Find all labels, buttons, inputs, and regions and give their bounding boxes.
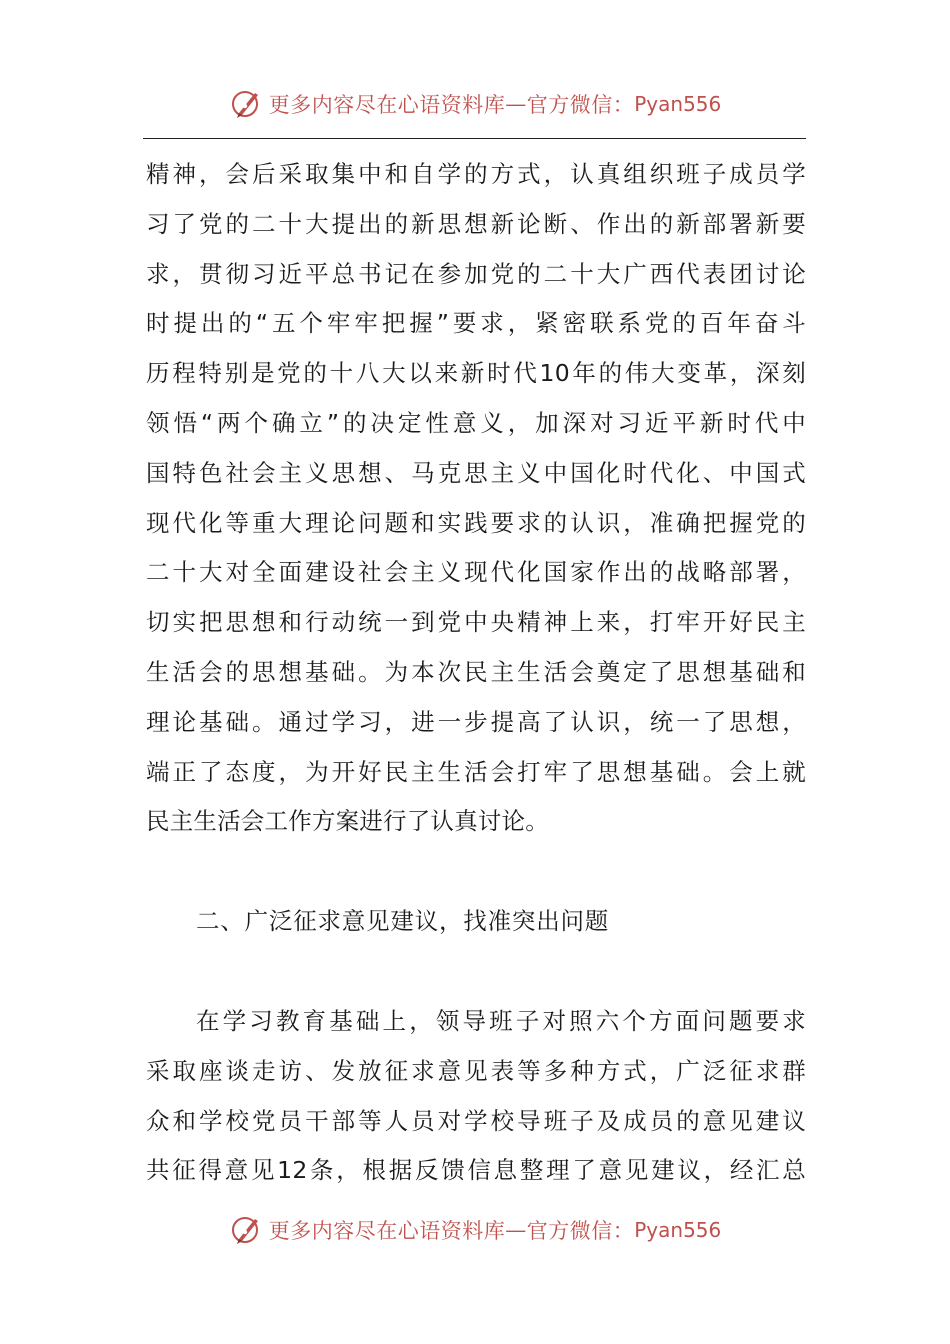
document-body: [146, 150, 806, 1196]
paragraph-spacer: [146, 947, 806, 997]
text-line: 理论基础。通过学习，进一步提高了认识，统一了思想，: [146, 707, 806, 736]
text-line: 求，贯彻习近平总书记在参加党的二十大广西代表团讨论: [146, 259, 806, 288]
header-banner: [0, 84, 950, 124]
header-brand-text: 更多内容尽在心语资料库: [268, 93, 506, 117]
header-dash: —: [505, 92, 527, 116]
text-line: 现代化等重大理论问题和实践要求的认识，准确把握党的: [146, 508, 806, 537]
paragraph-2: [146, 997, 806, 1196]
text-line: 民主生活会工作方案进行了认真讨论。: [146, 807, 549, 836]
footer-dash: —: [505, 1218, 527, 1242]
paragraph-1: [146, 150, 806, 847]
text-line: 在学习教育基础上，领导班子对照六个方面问题要求: [196, 1006, 806, 1035]
text-line: 共征得意见12条，根据反馈信息整理了意见建议，经汇总: [146, 1156, 806, 1185]
footer-wechat-label: 官方微信：: [526, 1219, 635, 1243]
footer-banner: [0, 1210, 950, 1250]
pen-circle-logo-icon: [229, 1213, 265, 1247]
header-divider: [143, 138, 806, 139]
text-line: 众和学校党员干部等人员对学校导班子及成员的意见建议: [146, 1106, 806, 1135]
text-line: 习了党的二十大提出的新思想新论断、作出的新部署新要: [146, 209, 806, 238]
text-line: 切实把思想和行动统一到党中央精神上来，打牢开好民主: [146, 608, 806, 637]
paragraph-spacer: [146, 847, 806, 897]
footer-wechat-id: Pyan556: [634, 1218, 722, 1242]
text-line: 国特色社会主义思想、马克思主义中国化时代化、中国式: [146, 458, 806, 487]
text-line: 时提出的“五个牢牢把握”要求，紧密联系党的百年奋斗: [146, 309, 806, 338]
pen-circle-logo-icon: [229, 87, 265, 121]
footer-brand-text: 更多内容尽在心语资料库: [268, 1219, 506, 1243]
header-wechat-id: Pyan556: [634, 92, 722, 116]
text-line: 领悟“两个确立”的决定性意义，加深对习近平新时代中: [146, 408, 806, 437]
text-line: 精神，会后采取集中和自学的方式，认真组织班子成员学: [146, 160, 806, 188]
header-wechat-label: 官方微信：: [526, 93, 635, 117]
text-line: 生活会的思想基础。为本次民主生活会奠定了思想基础和: [146, 657, 806, 686]
text-line: 二十大对全面建设社会主义现代化国家作出的战略部署，: [146, 558, 806, 587]
section-heading: 二、广泛征求意见建议，找准突出问题: [196, 907, 610, 936]
text-line: 采取座谈走访、发放征求意见表等多种方式，广泛征求群: [146, 1056, 806, 1085]
text-line: 历程特别是党的十八大以来新时代10年的伟大变革，深刻: [146, 359, 806, 388]
text-line: 端正了态度，为开好民主生活会打牢了思想基础。会上就: [146, 757, 806, 786]
